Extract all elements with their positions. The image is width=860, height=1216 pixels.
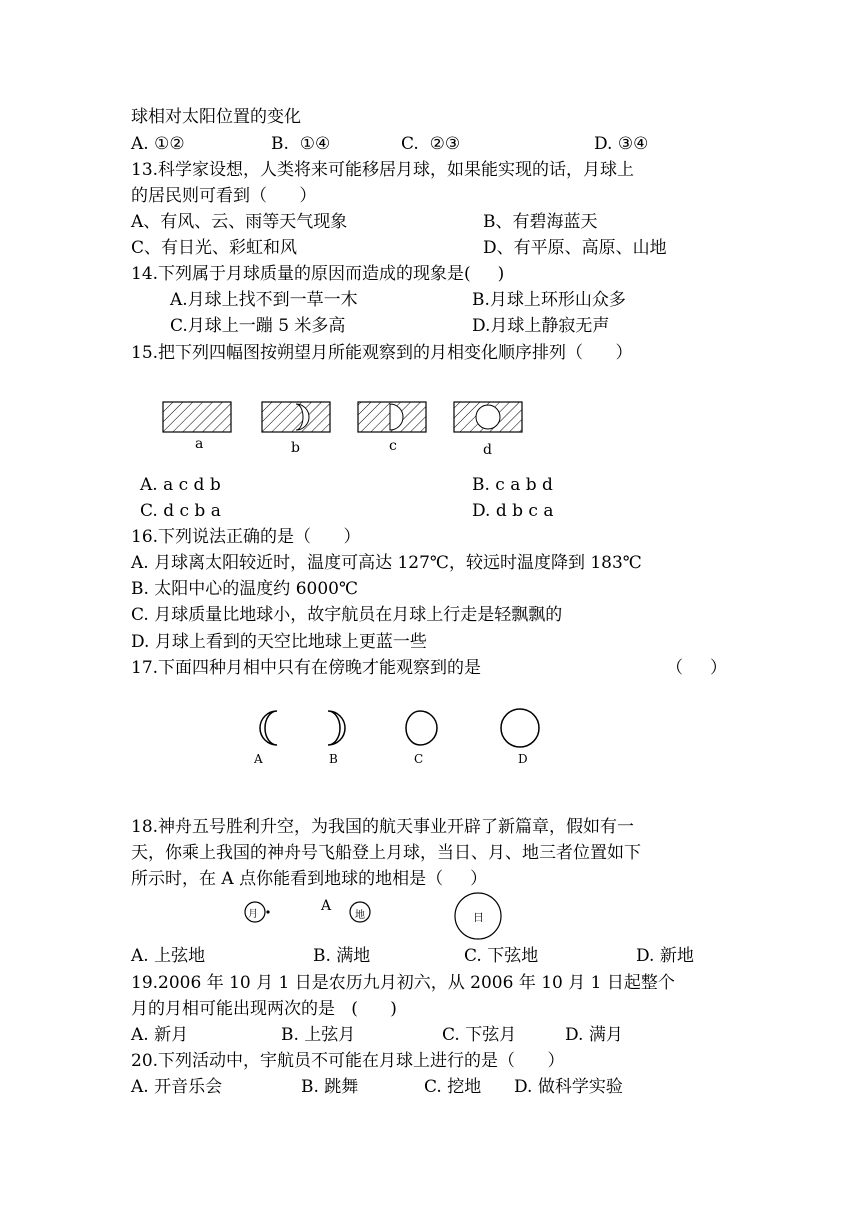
earth-label: 地 [355, 910, 365, 921]
q15-moon-phase-figure [150, 395, 540, 465]
point-a-label: A [321, 898, 332, 914]
q12-option-b: B. ①④ [271, 134, 331, 154]
q19-option-c: C. 下弦月 [442, 1025, 517, 1045]
phase-box-b [262, 402, 330, 432]
q14-option-c: C.月球上一蹦 5 米多高 [170, 316, 346, 336]
q16-option-c: C. 月球质量比地球小，故宇航员在月球上行走是轻飘飘的 [131, 605, 563, 625]
q17-stem: 17.下面四种月相中只有在傍晚才能观察到的是 [131, 658, 482, 678]
phase-shape-a [260, 711, 277, 745]
q13-option-b: B、有碧海蓝天 [483, 212, 598, 232]
q17-moon-phase-figure [240, 700, 550, 775]
phase-label-c: c [389, 438, 397, 454]
q12-stem-tail: 球相对太阳位置的变化 [131, 107, 301, 127]
q18-stem-line1: 18.神舟五号胜利升空，为我国的航天事业开辟了新篇章，假如有一 [131, 817, 635, 837]
sun-label: 日 [473, 911, 484, 924]
q19-option-b: B. 上弦月 [281, 1025, 356, 1045]
q14-option-a: A.月球上找不到一草一木 [170, 290, 358, 310]
q20-option-a: A. 开音乐会 [131, 1077, 223, 1097]
phase-label-d: d [483, 442, 492, 458]
q17-answer-paren: （ ） [666, 658, 728, 678]
q20-option-c: C. 挖地 [424, 1077, 482, 1097]
q18-option-b: B. 满地 [313, 946, 371, 966]
phase-caption-d: D [518, 752, 528, 766]
q15-option-c: C. d c b a [140, 501, 221, 521]
q15-option-a: A. a c d b [140, 475, 221, 495]
q18-option-c: C. 下弦地 [464, 946, 539, 966]
q13-stem-line2: 的居民则可看到（ ） [131, 186, 317, 206]
q15-stem: 15.把下列四幅图按朔望月所能观察到的月相变化顺序排列（ ） [131, 343, 633, 363]
phase-box-a [163, 402, 231, 432]
q19-stem-line2: 月的月相可能出现两次的是 ( ) [131, 999, 397, 1019]
q19-option-a: A. 新月 [131, 1025, 189, 1045]
q16-stem: 16.下列说法正确的是（ ） [131, 527, 361, 547]
q18-option-a: A. 上弦地 [131, 946, 206, 966]
phase-caption-c: C [414, 752, 424, 766]
phase-box-d [454, 402, 522, 432]
q13-option-a: A、有风、云、雨等天气现象 [131, 212, 348, 232]
q13-option-d: D、有平原、高原、山地 [483, 238, 667, 258]
phase-caption-a: A [254, 752, 263, 766]
q14-option-d: D.月球上静寂无声 [472, 316, 610, 336]
q19-option-d: D. 满月 [565, 1025, 623, 1045]
phase-shape-d [501, 709, 539, 747]
q18-stem-line3: 所示时，在 A 点你能看到地球的地相是（ ） [131, 869, 488, 889]
phase-label-b: b [291, 440, 300, 456]
q18-sun-moon-earth-figure [235, 888, 515, 948]
phase-label-a: a [195, 436, 204, 452]
q18-stem-line2: 天，你乘上我国的神舟号飞船登上月球，当日、月、地三者位置如下 [131, 843, 641, 863]
phase-caption-b: B [329, 752, 338, 766]
q16-option-a: A. 月球离太阳较近时，温度可高达 127℃，较远时温度降到 183℃ [131, 553, 642, 573]
q18-option-d: D. 新地 [636, 946, 694, 966]
q16-option-b: B. 太阳中心的温度约 6000℃ [131, 579, 358, 599]
q15-option-b: B. c a b d [472, 475, 553, 495]
phase-shape-c [406, 711, 437, 745]
point-a-dot [266, 910, 269, 913]
phase-shape-b [328, 711, 345, 745]
q13-stem-line1: 13.科学家设想，人类将来可能移居月球，如果能实现的话，月球上 [131, 160, 635, 180]
q13-option-c: C、有日光、彩虹和风 [131, 238, 298, 258]
moon-label: 月 [248, 909, 258, 920]
q20-stem: 20.下列活动中，宇航员不可能在月球上进行的是（ ） [131, 1051, 565, 1071]
phase-box-c [358, 402, 426, 432]
q19-stem-line1: 19.2006 年 10 月 1 日是农历九月初六，从 2006 年 10 月 1 日起整个 [131, 973, 675, 993]
q20-option-b: B. 跳舞 [301, 1077, 359, 1097]
q12-option-a: A. ①② [131, 134, 185, 154]
q12-option-d: D. ③④ [594, 134, 649, 154]
q16-option-d: D. 月球上看到的天空比地球上更蓝一些 [131, 632, 427, 652]
q12-option-c: C. ②③ [401, 134, 461, 154]
q20-option-d: D. 做科学实验 [514, 1077, 623, 1097]
q14-stem: 14.下列属于月球质量的原因而造成的现象是( ) [131, 264, 505, 284]
q15-option-d: D. d b c a [472, 501, 554, 521]
q14-option-b: B.月球上环形山众多 [472, 290, 626, 310]
